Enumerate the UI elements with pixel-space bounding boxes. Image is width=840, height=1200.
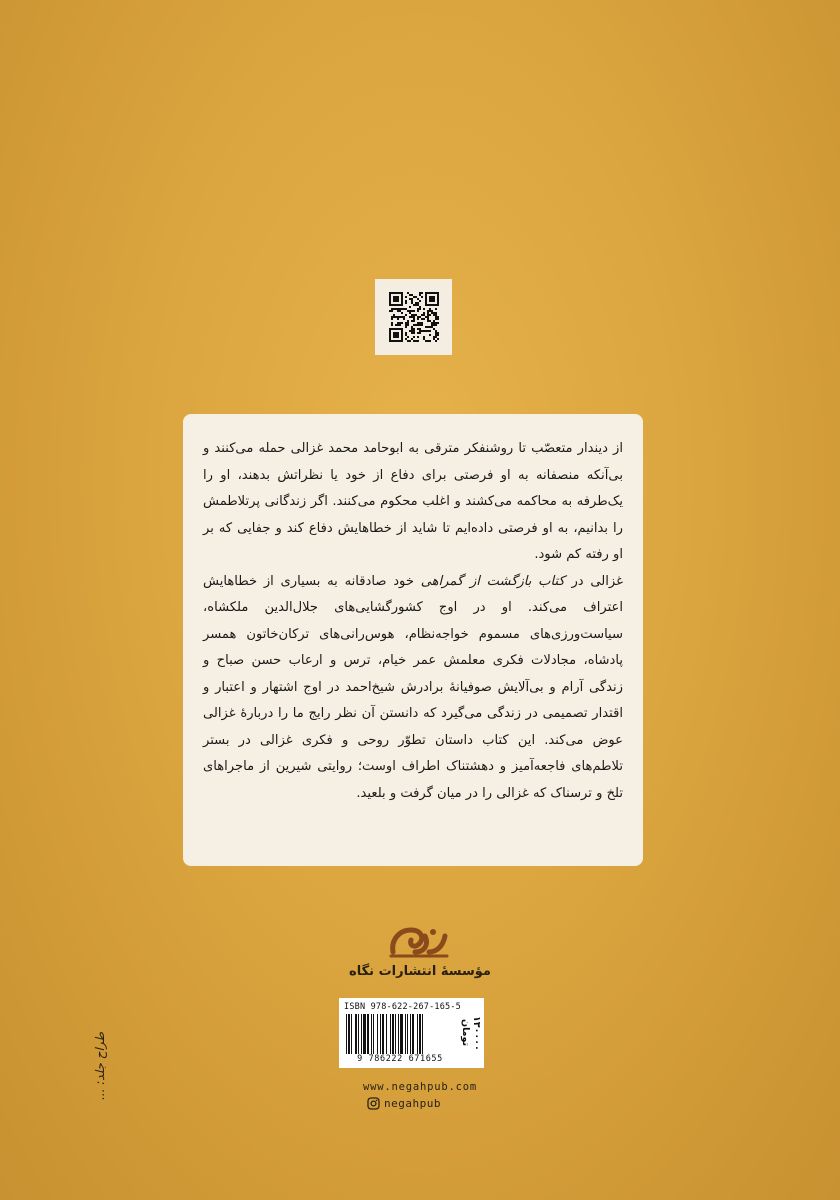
instagram-icon [367,1097,380,1110]
description-p2-lead: غزالی در [564,573,623,589]
instagram-handle[interactable] [367,1097,441,1110]
barcode-bars [344,1014,456,1054]
isbn-barcode [339,998,484,1068]
designer-signature: طراح جلد: ... [93,1031,107,1101]
website-link[interactable]: www.negahpub.com [363,1081,477,1093]
negah-publisher-logo-icon [385,922,455,962]
book-description-panel [183,414,643,866]
publisher-name: مؤسسهٔ انتشارات نگاه [349,964,491,979]
qr-code-icon [389,292,439,342]
qr-code-box[interactable] [375,279,452,355]
price-label: ۱۳۰۰۰۰ تومان [460,1015,482,1051]
cover-designer-credit [72,1020,128,1112]
description-paragraph-1: از دیندار متعصّب تا روشنفکر مترقی به ابوحامد محمد غزالی حمله می‌کنند و بی‌آنکه منصفانه به او فرصتی برای دفاع از خود یا نظراتش بدهند، او را یک‌طرفه به محاکمه می‌کشند و اغلب محکوم می‌کنند. اگر زندگانی پرتلاطمش را بدانیم، به او فرصتی داده‌ایم تا شاید از خطاهایش دفاع کند و جفایی که بر او رفته کم شود. [203,441,623,562]
barcode-digits: 9 786222 671655 [357,1054,443,1064]
publisher-logo-block [330,922,510,979]
instagram-label: negahpub [384,1097,441,1110]
book-title-inline: کتاب بازگشت از گمراهی [420,573,565,589]
isbn-text: ISBN 978-622-267-165-5 [344,1002,461,1012]
description-paragraph-2 [203,569,623,808]
description-p2-body: خود صادقانه به بسیاری از خطاهایش اعتراف می‌کند. او در اوج کشورگشایی‌های جلال‌الدین ملکشاه، سیاست‌ورزی‌های مسموم خواجه‌نظام، هوس‌رانی‌های ترکان‌خاتون همسر پادشاه، مجادلات فکری معلمش عمر خیام، ترس و ارعاب حسن صباح و زندگی آرام و بی‌آلایش صوفیانهٔ برادرش شیخ‌احمد در اوج اشتهار و اعتبار و اقتدار تصمیمی در زندگی می‌گیرد که دانستن آن نظر رایج ما را دربارهٔ غزالی عوض می‌کند. این کتاب داستان تطوّر روحی و فکری غزالی در بستر تلاطم‌های فاجعه‌آمیز و دهشتناک اطراف اوست؛ روایتی شیرین از ماجراهای تلخ و ترسناک که غزالی را در میان گرفت و بلعید. [203,573,623,801]
